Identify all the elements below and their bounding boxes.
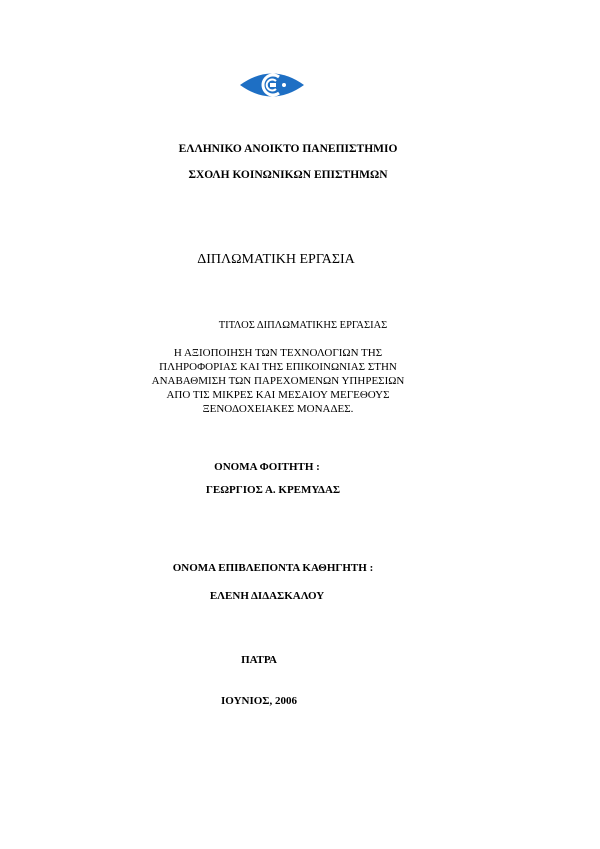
university-name: ΕΛΛΗΝΙΚΟ ΑΝΟΙΚΤΟ ΠΑΝΕΠΙΣΤΗΜΙΟ [178,143,398,155]
university-emblem-icon [239,68,305,102]
school-name: ΣΧΟΛΗ ΚΟΙΝΩΝΙΚΩΝ ΕΠΙΣΤΗΜΩΝ [188,169,388,181]
thesis-title [0,346,556,416]
document-type-heading: ΔΙΠΛΩΜΑΤΙΚΗ ΕΡΓΑΣΙΑ [197,252,355,267]
thesis-title-line: ΑΝΑΒΑΘΜΙΣΗ ΤΩΝ ΠΑΡΕΧΟΜΕΝΩΝ ΥΠΗΡΕΣΙΩΝ [151,375,405,387]
student-name-label: ΟΝΟΜΑ ΦΟΙΤΗΤΗ : [214,461,320,473]
thesis-title-label: ΤΙΤΛΟΣ ΔΙΠΛΩΜΑΤΙΚΗΣ ΕΡΓΑΣΙΑΣ [218,320,388,331]
city: ΠΑΤΡΑ [241,654,277,666]
thesis-title-line: ΠΛΗΡΟΦΟΡΙΑΣ ΚΑΙ ΤΗΣ ΕΠΙΚΟΙΝΩΝΙΑΣ ΣΤΗΝ [159,361,397,373]
supervisor-name-label: ΟΝΟΜΑ ΕΠΙΒΛΕΠΟΝΤΑ ΚΑΘΗΓΗΤΗ : [172,562,374,574]
date: ΙΟΥΝΙΟΣ, 2006 [221,695,297,707]
thesis-title-line: ΞΕΝΟΔΟΧΕΙΑΚΕΣ ΜΟΝΑΔΕΣ. [202,403,354,415]
supervisor-name: ΕΛΕΝΗ ΔΙΔΑΣΚΑΛΟΥ [209,590,325,602]
thesis-title-line: Η ΑΞΙΟΠΟΙΗΣΗ ΤΩΝ ΤΕΧΝΟΛΟΓΙΩΝ ΤΗΣ [173,347,383,359]
thesis-title-line: ΑΠΟ ΤΙΣ ΜΙΚΡΕΣ ΚΑΙ ΜΕΣΑΙΟΥ ΜΕΓΕΘΟΥΣ [166,389,390,401]
student-name: ΓΕΩΡΓΙΟΣ Α. ΚΡΕΜΥΔΑΣ [205,484,341,496]
